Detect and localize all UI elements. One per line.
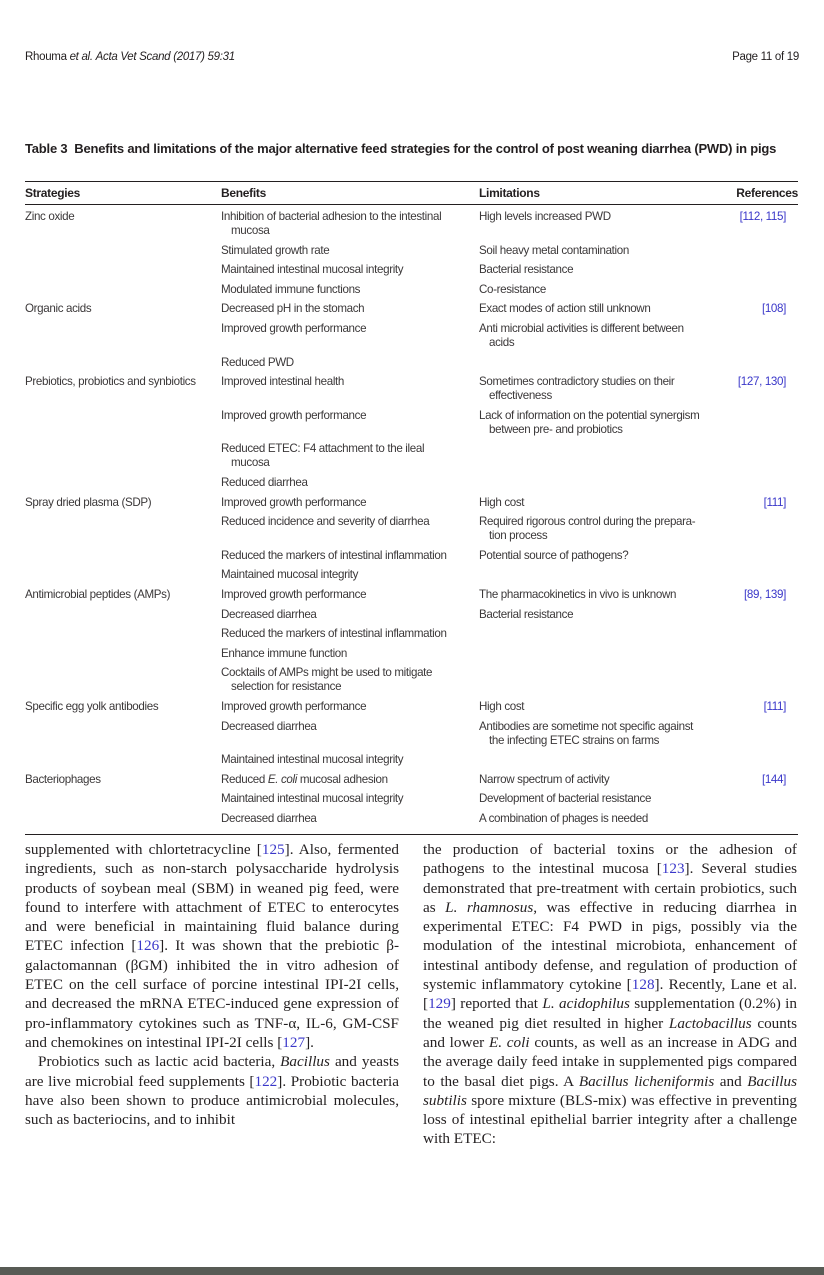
- cell-benefit-line: Reduced PWD: [221, 355, 294, 369]
- cell-benefit-line: Improved growth performance: [221, 322, 367, 335]
- cell-benefit-line: Enhance immune function: [221, 646, 348, 660]
- cell-limitation: [479, 608, 724, 622]
- cell-benefit-line: Maintained mucosal integrity: [221, 568, 359, 582]
- cell-benefit-line: Improved growth performance: [221, 588, 367, 601]
- cell-benefit: [221, 283, 473, 297]
- cell-benefit: [221, 720, 473, 734]
- cell-reference-link[interactable]: [127, 130]: [737, 375, 786, 389]
- page-number: Page 11 of 19: [732, 51, 799, 63]
- citation-link[interactable]: 123: [661, 860, 685, 878]
- cell-benefit-line: Improved growth performance: [221, 495, 367, 509]
- cell-benefit: [221, 588, 473, 602]
- cell-benefit: [221, 700, 473, 714]
- cell-limitation-line: Required rigorous control during the prepara-: [479, 515, 696, 529]
- cell-benefit: [221, 753, 473, 767]
- cell-benefit: [221, 322, 473, 336]
- cell-benefit-line: Reduced incidence and severity of diarrhea: [221, 515, 430, 529]
- header-benefits: Benefits: [221, 186, 266, 200]
- cell-strategy-line: Prebiotics, probiotics and synbiotics: [25, 375, 196, 389]
- cell-strategy: [25, 773, 217, 787]
- cell-strategy: [25, 210, 217, 224]
- cell-benefit: [221, 773, 473, 787]
- cell-limitation-line: Co-resistance: [479, 282, 546, 296]
- cell-limitation: [479, 302, 724, 316]
- cell-limitation: [479, 812, 724, 826]
- cell-reference-link[interactable]: [111]: [763, 700, 786, 713]
- cell-benefit-line: Improved growth performance: [221, 700, 367, 713]
- cell-benefit-line: Reduced the markers of intestinal inflammation: [221, 548, 447, 562]
- cell-benefit-line: Improved intestinal health: [221, 375, 345, 389]
- cell-strategy: [25, 700, 217, 714]
- cell-benefit-line: Decreased diarrhea: [221, 812, 317, 825]
- cell-strategy-line: Bacteriophages: [25, 772, 101, 786]
- cell-benefit-line: Decreased pH in the stomach: [221, 302, 365, 316]
- cell-benefit: [221, 549, 473, 563]
- cell-limitation: [479, 263, 724, 277]
- cell-benefit: [221, 244, 473, 258]
- cell-limitation-line: the infecting ETEC strains on farms: [489, 733, 660, 747]
- cell-limitation-line: High levels increased PWD: [479, 210, 611, 223]
- cell-benefit-line: Maintained intestinal mucosal integrity: [221, 753, 404, 767]
- cell-benefit-line: Improved growth performance: [221, 408, 367, 422]
- cell-reference-link[interactable]: [111]: [763, 495, 786, 509]
- table-header: [25, 182, 798, 204]
- cell-strategy-line: Spray dried plasma (SDP): [25, 495, 152, 509]
- cell-strategy-line: Zinc oxide: [25, 210, 75, 223]
- cell-benefit: [221, 515, 473, 529]
- cell-limitation-line: Sometimes contradictory studies on their: [479, 375, 675, 389]
- running-head-citation: Rhouma et al. Acta Vet Scand (2017) 59:31: [25, 51, 235, 63]
- cell-limitation-line: A combination of phages is needed: [479, 812, 648, 825]
- citation-link[interactable]: 125: [261, 841, 285, 858]
- cell-benefit-line: Decreased diarrhea: [221, 719, 317, 733]
- citation-link[interactable]: 129: [428, 995, 451, 1013]
- cell-reference-link[interactable]: [112, 115]: [739, 210, 786, 223]
- cell-benefit: [221, 210, 473, 238]
- cell-strategy: [25, 302, 217, 316]
- cell-benefit-line: Inhibition of bacterial adhesion to the intestinal: [221, 210, 442, 223]
- running-head: [25, 51, 799, 67]
- cell-limitation: [479, 409, 724, 437]
- table-title: Benefits and limitations of the major alternative feed strategies for the control of post weaning diarrhea (PWD) in pigs: [74, 141, 777, 156]
- cell-limitation: [479, 244, 724, 258]
- cell-limitation: [479, 322, 724, 350]
- cell-strategy: [25, 496, 217, 510]
- cell-benefit: [221, 476, 473, 490]
- cell-strategy-line: Antimicrobial peptides (AMPs): [25, 588, 171, 601]
- cell-benefit-line: Reduced ETEC: F4 attachment to the ileal: [221, 442, 425, 456]
- cell-benefit-line: mucosa: [231, 224, 270, 237]
- cell-strategy-line: Specific egg yolk antibodies: [25, 700, 159, 713]
- cell-benefit: [221, 263, 473, 277]
- cell-benefit-line: Decreased diarrhea: [221, 607, 317, 621]
- cell-limitation-line: Antibodies are sometime not specific against: [479, 719, 694, 733]
- cell-limitation-line: High cost: [479, 700, 525, 713]
- cell-benefit: [221, 627, 473, 641]
- citation-link[interactable]: 127: [282, 1033, 306, 1051]
- cell-benefit-line: Maintained intestinal mucosal integrity: [221, 263, 404, 277]
- cell-benefit-line: Reduced diarrhea: [221, 476, 308, 489]
- cell-benefit: [221, 608, 473, 622]
- cell-strategy-line: Organic acids: [25, 302, 92, 316]
- cell-benefit-line: Modulated immune functions: [221, 282, 361, 296]
- cell-limitation: [479, 515, 724, 543]
- cell-limitation-line: Development of bacterial resistance: [479, 792, 652, 806]
- header-strategies: Strategies: [25, 186, 81, 200]
- citation-link[interactable]: 122: [254, 1072, 278, 1090]
- cell-limitation-line: Narrow spectrum of activity: [479, 772, 610, 786]
- cell-limitation-line: The pharmacokinetics in vivo is unknown: [479, 588, 677, 601]
- cell-limitation-line: between pre- and probiotics: [489, 422, 623, 436]
- cell-limitation: [479, 792, 724, 806]
- bottom-bar: [0, 1267, 824, 1275]
- cell-benefit: [221, 409, 473, 423]
- cell-strategy: [25, 375, 217, 389]
- cell-limitation-line: Bacterial resistance: [479, 263, 574, 277]
- cell-benefit-line: Maintained intestinal mucosal integrity: [221, 792, 404, 806]
- cell-benefit: [221, 647, 473, 661]
- cell-reference-link[interactable]: [108]: [761, 302, 786, 316]
- body-paragraph: the production of bacterial toxins or the adhesion of pathogens to the intestinal mucosa [123]. Several studies demonstrated that pre-treatment with certain probiotics, such as L. rhamnosus, was effective in reducing diarrhea in experimental ETEC: F4 PWD in pigs, possibly via the modulation of the intestinal microbiota, enhancement of intestinal antibody defense, and regulation of production of systemic inflammatory cytokine [128]. Recently, Lane et al. [129] reported that L. acidophilus supplementation (0.2%) in the weaned pig diet resulted in higher Lactobacillus counts and lower E. coli counts, as well as an increase in ADG and the average daily feed intake in supplemented pigs compared to the basal diet pigs. A Bacillus licheniformis and Bacillus subtilis spore mixture (BLS-mix) was effective in preventing loss of intestinal epithelial barrier integrity after a challenge with ETEC:: [423, 841, 798, 1148]
- cell-limitation: [479, 588, 724, 602]
- cell-limitation: [479, 773, 724, 787]
- cell-benefit: [221, 496, 473, 510]
- body-column-right: [423, 840, 797, 1149]
- body-column-left: [25, 840, 399, 1129]
- cell-benefit: [221, 375, 473, 389]
- cell-limitation-line: Exact modes of action still unknown: [479, 302, 651, 316]
- citation-link[interactable]: 126: [136, 937, 160, 955]
- citation-link[interactable]: 128: [631, 976, 655, 994]
- cell-limitation: [479, 210, 724, 224]
- cell-limitation-line: Anti microbial activities is different between: [479, 322, 684, 335]
- cell-limitation: [479, 549, 724, 563]
- header-references: References: [736, 186, 798, 200]
- cell-benefit: [221, 568, 473, 582]
- cell-benefit: [221, 666, 473, 694]
- table: [25, 181, 798, 835]
- cell-benefit: [221, 302, 473, 316]
- cell-reference-link[interactable]: [144]: [761, 772, 786, 786]
- cell-limitation: [479, 375, 724, 403]
- cell-limitation: [479, 700, 724, 714]
- table-bottom-rule: [25, 834, 798, 835]
- table-body: [25, 205, 798, 834]
- cell-limitation-line: acids: [489, 336, 515, 349]
- table-label: Table 3: [25, 141, 68, 156]
- cell-limitation-line: tion process: [489, 529, 548, 543]
- body-paragraph: Probiotics such as lactic acid bacteria, Bacillus and yeasts are live microbial feed supplements [122]. Probiotic bacteria have also been shown to produce antimicrobial molecules, such as bacteriocins, and to inhibit: [25, 1053, 399, 1129]
- cell-limitation-line: Lack of information on the potential synergism: [479, 408, 700, 422]
- cell-benefit-line: mucosa: [231, 456, 270, 470]
- cell-strategy: [25, 588, 217, 602]
- cell-limitation-line: Soil heavy metal contamination: [479, 243, 629, 257]
- cell-limitation-line: effectiveness: [489, 389, 552, 403]
- cell-limitation-line: Potential source of pathogens?: [479, 548, 629, 562]
- cell-limitation: [479, 720, 724, 748]
- cell-benefit: [221, 792, 473, 806]
- cell-benefit: [221, 812, 473, 826]
- cell-benefit-line: Reduced E. coli mucosal adhesion: [221, 772, 388, 786]
- cell-benefit-line: Cocktails of AMPs might be used to mitigate: [221, 666, 433, 680]
- table-caption: [25, 139, 800, 158]
- header-limitations: Limitations: [479, 186, 540, 200]
- cell-reference-link[interactable]: [89, 139]: [744, 588, 786, 601]
- cell-benefit-line: Reduced the markers of intestinal inflammation: [221, 627, 447, 641]
- cell-limitation: [479, 496, 724, 510]
- cell-benefit-line: Stimulated growth rate: [221, 243, 330, 257]
- cell-limitation-line: Bacterial resistance: [479, 607, 574, 621]
- cell-benefit: [221, 442, 473, 470]
- cell-limitation-line: High cost: [479, 495, 525, 509]
- cell-benefit: [221, 356, 473, 370]
- cell-limitation: [479, 283, 724, 297]
- body-paragraph: supplemented with chlortetracycline [125]. Also, fermented ingredients, such as non-starch polysaccharide hydrolysis products of soybean meal (SBM) in weaned pig feed, were found to interfere with attachment of ETEC to enterocytes and were beneficial in maintaining fluid balance during ETEC infection [126]. It was shown that the prebiotic β-galactomannan (βGM) inhibited the in vitro adhesion of ETEC on the cell surface of porcine intestinal IPI-2I cells, and decreased the mRNA ETEC-induced gene expression of pro-inflammatory cytokines such as TNF-α, IL-6, GM-CSF and chemokines on intestinal IPI-2I cells [127].: [25, 841, 399, 1051]
- cell-benefit-line: selection for resistance: [231, 680, 342, 694]
